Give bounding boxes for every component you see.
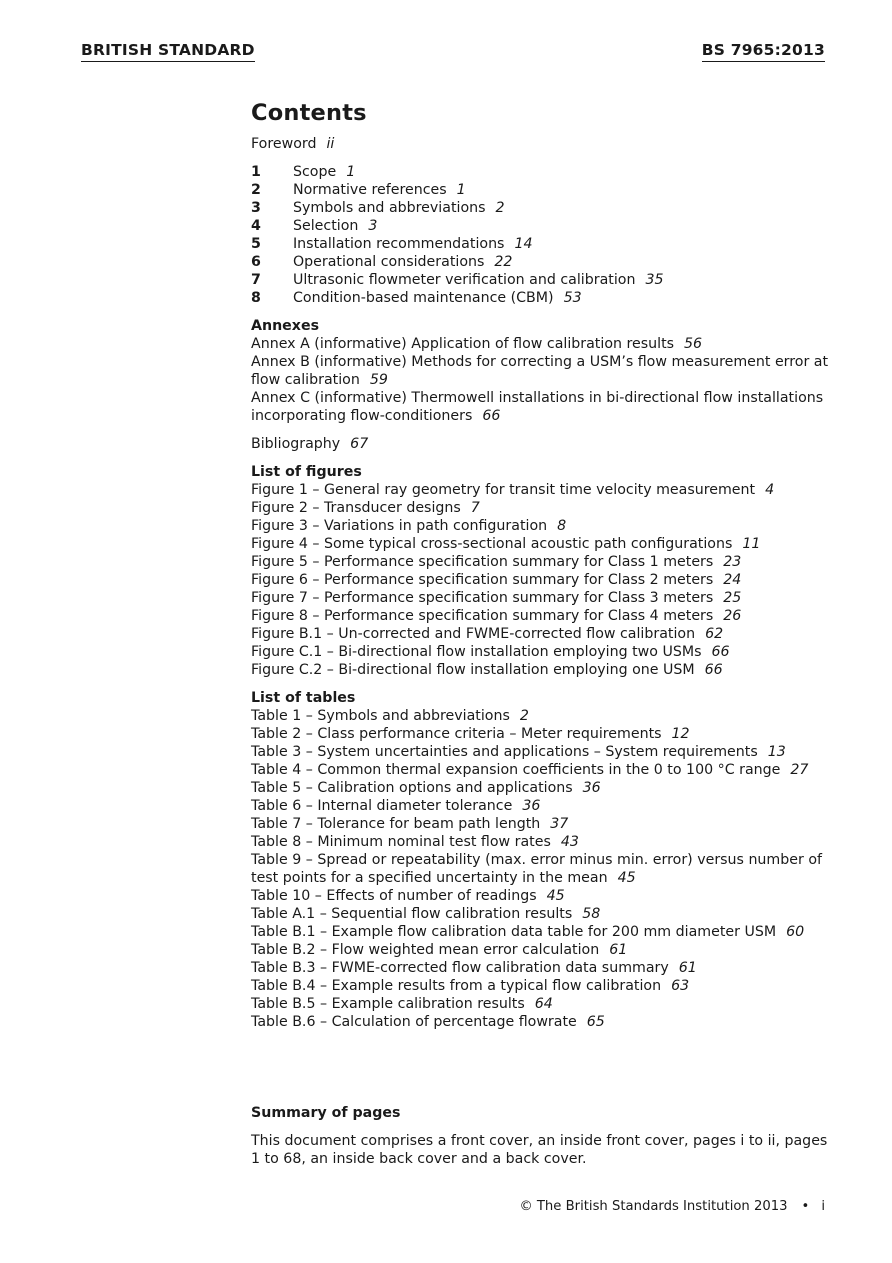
table-page: 27 (790, 762, 809, 778)
figure-page: 4 (765, 482, 775, 498)
figure-page: 11 (742, 536, 761, 552)
clause-list (251, 163, 831, 307)
clause-number: 4 (251, 218, 261, 234)
toc-entry-page: ii (326, 136, 335, 152)
toc-table-entry[interactable] (251, 923, 831, 941)
table-label: Table 9 – Spread or repeatability (max. error minus min. error) versus number of test points for a specified uncertainty in the mean (251, 852, 822, 886)
clause-label: Installation recommendations (293, 236, 505, 252)
table-page: 61 (609, 942, 628, 958)
summary-heading: Summary of pages (251, 1105, 401, 1121)
table-label: Table A.1 – Sequential flow calibration results (251, 906, 573, 922)
toc-table-entry[interactable] (251, 959, 831, 977)
table-page: 12 (671, 726, 690, 742)
figure-page: 24 (723, 572, 742, 588)
table-page: 64 (534, 996, 553, 1012)
table-page: 61 (678, 960, 697, 976)
toc-clause-row[interactable] (251, 199, 831, 217)
page-footer (520, 1198, 826, 1216)
clause-number: 6 (251, 254, 261, 270)
table-label: Table 2 – Class performance criteria – Meter requirements (251, 726, 662, 742)
toc-table-entry[interactable] (251, 797, 831, 815)
table-label: Table 5 – Calibration options and applications (251, 780, 573, 796)
table-label: Table B.4 – Example results from a typical flow calibration (251, 978, 662, 994)
summary-of-pages (251, 1104, 831, 1168)
figure-page: 66 (711, 644, 730, 660)
figure-page: 8 (557, 518, 567, 534)
annex-page: 59 (369, 372, 388, 388)
toc-figure-entry[interactable] (251, 481, 831, 499)
clause-page: 22 (494, 254, 513, 270)
toc-clause-row[interactable] (251, 217, 831, 235)
toc-table-entry[interactable] (251, 905, 831, 923)
toc-figure-entry[interactable] (251, 553, 831, 571)
clause-label: Ultrasonic flowmeter verification and calibration (293, 272, 636, 288)
clause-number: 1 (251, 164, 261, 180)
footer-bullet: • (801, 1199, 810, 1214)
toc-figure-entry[interactable] (251, 589, 831, 607)
table-label: Table B.1 – Example flow calibration data table for 200 mm diameter USM (251, 924, 777, 940)
tables-section (251, 689, 831, 1031)
figure-label: Figure 1 – General ray geometry for transit time velocity measurement (251, 482, 756, 498)
figure-label: Figure 8 – Performance specification summary for Class 4 meters (251, 608, 714, 624)
toc-table-entry[interactable] (251, 761, 831, 779)
bibliography-label: Bibliography (251, 436, 341, 452)
toc-figure-entry[interactable] (251, 535, 831, 553)
toc-clause-row[interactable] (251, 235, 831, 253)
toc-entry-label: Foreword (251, 136, 317, 152)
table-label: Table 1 – Symbols and abbreviations (251, 708, 510, 724)
toc-figure-entry[interactable] (251, 661, 831, 679)
table-page: 65 (586, 1014, 605, 1030)
figure-label: Figure 2 – Transducer designs (251, 500, 461, 516)
table-page: 58 (582, 906, 601, 922)
figure-page: 7 (470, 500, 480, 516)
toc-figure-entry[interactable] (251, 499, 831, 517)
toc-table-entry[interactable] (251, 995, 831, 1013)
clause-number: 7 (251, 272, 261, 288)
table-page: 36 (522, 798, 541, 814)
toc-figure-entry[interactable] (251, 571, 831, 589)
figures-heading: List of figures (251, 464, 362, 480)
page-number: i (821, 1199, 825, 1214)
clause-page: 3 (368, 218, 378, 234)
table-page: 36 (582, 780, 601, 796)
summary-text: This document comprises a front cover, an inside front cover, pages i to ii, pages 1 to 68, an inside back cover and a back cover. (251, 1133, 828, 1167)
clause-page: 1 (456, 182, 466, 198)
table-label: Table 4 – Common thermal expansion coefficients in the 0 to 100 °C range (251, 762, 781, 778)
toc-entry-foreword[interactable] (251, 135, 831, 153)
clause-label: Selection (293, 218, 359, 234)
annexes-section (251, 317, 831, 425)
clause-page: 2 (495, 200, 505, 216)
toc-clause-row[interactable] (251, 253, 831, 271)
toc-clause-row[interactable] (251, 289, 831, 307)
toc-clause-row[interactable] (251, 271, 831, 289)
document-series-label: BRITISH STANDARD (81, 40, 255, 62)
contents-section (251, 98, 831, 1031)
toc-table-entry[interactable] (251, 725, 831, 743)
toc-annex-entry[interactable] (251, 335, 831, 353)
figure-page: 62 (705, 626, 724, 642)
tables-heading: List of tables (251, 690, 356, 706)
copyright-notice: © The British Standards Institution 2013 (519, 1199, 788, 1214)
table-label: Table 7 – Tolerance for beam path length (251, 816, 541, 832)
table-label: Table B.2 – Flow weighted mean error calculation (251, 942, 600, 958)
table-page: 2 (519, 708, 529, 724)
table-label: Table B.5 – Example calibration results (251, 996, 525, 1012)
toc-annex-entry[interactable] (251, 389, 831, 425)
table-label: Table 3 – System uncertainties and applications – System requirements (251, 744, 758, 760)
annexes-heading: Annexes (251, 318, 320, 334)
table-label: Table B.3 – FWME-corrected flow calibration data summary (251, 960, 669, 976)
standard-number: BS 7965:2013 (702, 40, 825, 62)
table-label: Table 10 – Effects of number of readings (251, 888, 537, 904)
table-label: Table 6 – Internal diameter tolerance (251, 798, 513, 814)
clause-number: 8 (251, 290, 261, 306)
figure-page: 66 (704, 662, 723, 678)
toc-table-entry[interactable] (251, 743, 831, 761)
clause-page: 35 (645, 272, 664, 288)
figure-label: Figure B.1 – Un-corrected and FWME-corrected flow calibration (251, 626, 696, 642)
toc-clause-row[interactable] (251, 163, 831, 181)
figures-section (251, 463, 831, 679)
toc-figure-entry[interactable] (251, 643, 831, 661)
table-page: 45 (546, 888, 565, 904)
toc-table-entry[interactable] (251, 851, 831, 887)
table-page: 63 (671, 978, 690, 994)
annex-label: Annex B (informative) Methods for correcting a USM’s flow measurement error at flow calibration (251, 354, 829, 388)
table-page: 45 (617, 870, 636, 886)
toc-table-entry[interactable] (251, 941, 831, 959)
table-label: Table B.6 – Calculation of percentage flowrate (251, 1014, 577, 1030)
figure-label: Figure 4 – Some typical cross-sectional acoustic path configurations (251, 536, 733, 552)
figure-label: Figure 5 – Performance specification summary for Class 1 meters (251, 554, 714, 570)
toc-table-entry[interactable] (251, 887, 831, 905)
toc-table-entry[interactable] (251, 779, 831, 797)
clause-label: Operational considerations (293, 254, 485, 270)
clause-page: 1 (346, 164, 356, 180)
figure-page: 23 (723, 554, 742, 570)
figure-label: Figure 3 – Variations in path configuration (251, 518, 548, 534)
toc-table-entry[interactable] (251, 833, 831, 851)
clause-label: Normative references (293, 182, 447, 198)
toc-entry-bibliography[interactable] (251, 435, 831, 453)
table-label: Table 8 – Minimum nominal test flow rates (251, 834, 551, 850)
figure-page: 26 (723, 608, 742, 624)
annex-label: Annex A (informative) Application of flow calibration results (251, 336, 675, 352)
figure-label: Figure C.2 – Bi-directional flow installation employing one USM (251, 662, 695, 678)
clause-label: Symbols and abbreviations (293, 200, 486, 216)
toc-table-entry[interactable] (251, 977, 831, 995)
table-page: 37 (550, 816, 569, 832)
toc-figure-entry[interactable] (251, 607, 831, 625)
toc-figure-entry[interactable] (251, 625, 831, 643)
bibliography-page: 67 (350, 436, 369, 452)
toc-table-entry[interactable] (251, 1013, 831, 1031)
toc-table-entry[interactable] (251, 815, 831, 833)
page-title: Contents (251, 100, 367, 126)
figure-label: Figure 6 – Performance specification summary for Class 2 meters (251, 572, 714, 588)
annex-page: 56 (684, 336, 703, 352)
table-page: 13 (767, 744, 786, 760)
clause-number: 3 (251, 200, 261, 216)
figure-label: Figure 7 – Performance specification summary for Class 3 meters (251, 590, 714, 606)
annex-page: 66 (482, 408, 501, 424)
toc-clause-row[interactable] (251, 181, 831, 199)
figure-page: 25 (723, 590, 742, 606)
clause-number: 5 (251, 236, 261, 252)
clause-page: 53 (563, 290, 582, 306)
annex-label: Annex C (informative) Thermowell installations in bi-directional flow installations incorporating flow-conditioners (251, 390, 824, 424)
clause-page: 14 (514, 236, 533, 252)
table-page: 43 (560, 834, 579, 850)
toc-table-entry[interactable] (251, 707, 831, 725)
toc-figure-entry[interactable] (251, 517, 831, 535)
clause-number: 2 (251, 182, 261, 198)
table-page: 60 (786, 924, 805, 940)
toc-annex-entry[interactable] (251, 353, 831, 389)
figure-label: Figure C.1 – Bi-directional flow installation employing two USMs (251, 644, 702, 660)
clause-label: Condition-based maintenance (CBM) (293, 290, 554, 306)
clause-label: Scope (293, 164, 337, 180)
